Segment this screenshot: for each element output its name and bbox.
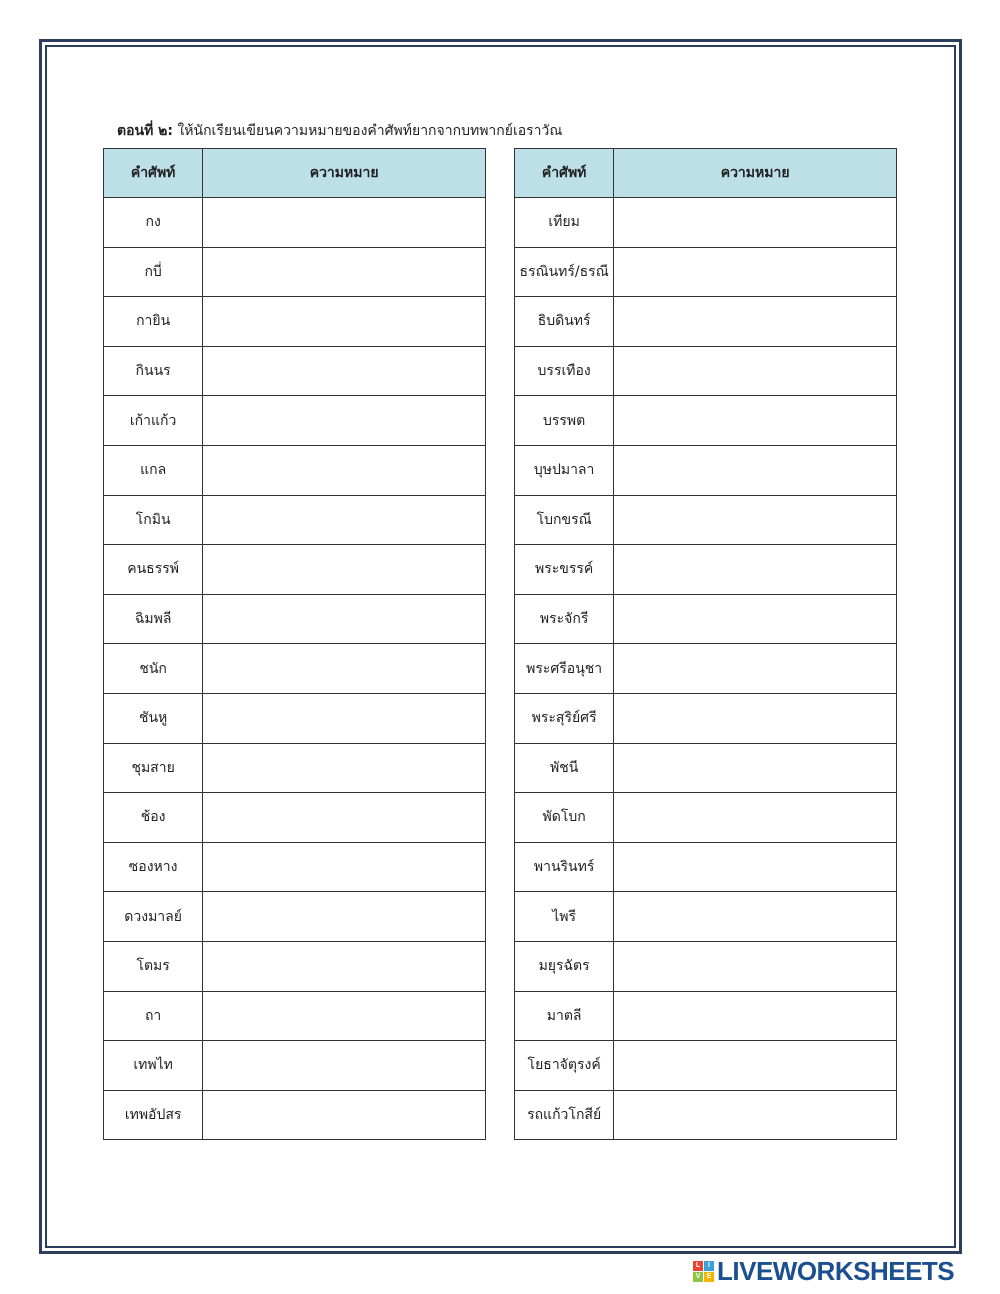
vocab-word: ชันหู	[104, 693, 203, 743]
meaning-answer-cell[interactable]	[203, 445, 486, 495]
meaning-answer-cell[interactable]	[614, 545, 897, 595]
vocab-word: โตมร	[104, 941, 203, 991]
vocab-word: พัดโบก	[515, 793, 614, 843]
vocab-word: บุษปมาลา	[515, 445, 614, 495]
vocab-word: คนธรรพ์	[104, 545, 203, 595]
vocab-row	[104, 594, 486, 644]
meaning-answer-cell[interactable]	[614, 693, 897, 743]
meaning-answer-cell[interactable]	[203, 346, 486, 396]
vocab-word: มยุรฉัตร	[515, 941, 614, 991]
meaning-answer-cell[interactable]	[203, 793, 486, 843]
vocab-word: ธิบดินทร์	[515, 297, 614, 347]
meaning-answer-cell[interactable]	[614, 346, 897, 396]
liveworksheets-logo	[693, 1256, 954, 1286]
meaning-answer-cell[interactable]	[614, 495, 897, 545]
vocab-word: ฉิมพลี	[104, 594, 203, 644]
vocab-word: แกล	[104, 445, 203, 495]
meaning-answer-cell[interactable]	[203, 594, 486, 644]
vocab-word: โยธาจัตุรงค์	[515, 1041, 614, 1091]
meaning-answer-cell[interactable]	[203, 941, 486, 991]
meaning-answer-cell[interactable]	[614, 991, 897, 1041]
header-word: คำศัพท์	[515, 149, 614, 198]
vocab-table-right	[514, 148, 897, 1140]
meaning-answer-cell[interactable]	[203, 495, 486, 545]
header-meaning: ความหมาย	[203, 149, 486, 198]
vocab-word: เทียม	[515, 198, 614, 248]
meaning-answer-cell[interactable]	[203, 1090, 486, 1140]
meaning-answer-cell[interactable]	[614, 297, 897, 347]
vocab-row	[104, 991, 486, 1041]
logo-text: LIVEWORKSHEETS	[717, 1255, 955, 1286]
vocab-row	[515, 198, 897, 248]
header-meaning: ความหมาย	[614, 149, 897, 198]
vocab-word: บรรพต	[515, 396, 614, 446]
vocab-word: ถา	[104, 991, 203, 1041]
vocab-word: ธรณินทร์/ธรณี	[515, 247, 614, 297]
meaning-answer-cell[interactable]	[203, 1041, 486, 1091]
vocab-row	[104, 198, 486, 248]
instruction-text	[117, 120, 562, 142]
vocab-word: กายิน	[104, 297, 203, 347]
logo-grid-icon	[693, 1261, 714, 1282]
vocab-row	[515, 346, 897, 396]
meaning-answer-cell[interactable]	[614, 644, 897, 694]
meaning-answer-cell[interactable]	[614, 198, 897, 248]
vocab-row	[515, 743, 897, 793]
meaning-answer-cell[interactable]	[203, 396, 486, 446]
vocab-word: กินนร	[104, 346, 203, 396]
meaning-answer-cell[interactable]	[203, 247, 486, 297]
vocab-row	[104, 941, 486, 991]
meaning-answer-cell[interactable]	[203, 297, 486, 347]
vocab-row	[515, 644, 897, 694]
meaning-answer-cell[interactable]	[614, 892, 897, 942]
vocab-word: มาตลี	[515, 991, 614, 1041]
instruction-body: ให้นักเรียนเขียนความหมายของคำศัพท์ยากจากบทพากย์เอราวัณ	[173, 123, 563, 139]
vocab-word: พระขรรค์	[515, 545, 614, 595]
vocab-row	[515, 842, 897, 892]
vocab-word: กง	[104, 198, 203, 248]
meaning-answer-cell[interactable]	[614, 1041, 897, 1091]
vocab-row	[104, 1090, 486, 1140]
meaning-answer-cell[interactable]	[203, 892, 486, 942]
vocab-word: โกมิน	[104, 495, 203, 545]
vocab-word: ดวงมาลย์	[104, 892, 203, 942]
vocab-word: เก้าแก้ว	[104, 396, 203, 446]
meaning-answer-cell[interactable]	[203, 842, 486, 892]
logo-letter: V	[693, 1272, 703, 1282]
vocab-row	[515, 693, 897, 743]
meaning-answer-cell[interactable]	[203, 693, 486, 743]
vocab-word: เทพไท	[104, 1041, 203, 1091]
vocab-word: บรรเทือง	[515, 346, 614, 396]
vocab-word: พานรินทร์	[515, 842, 614, 892]
vocab-row	[104, 644, 486, 694]
logo-letter: E	[704, 1272, 714, 1282]
logo-letter: I	[704, 1261, 714, 1271]
vocab-row	[104, 495, 486, 545]
vocab-row	[515, 247, 897, 297]
meaning-answer-cell[interactable]	[614, 247, 897, 297]
vocab-word: ช้อง	[104, 793, 203, 843]
meaning-answer-cell[interactable]	[203, 545, 486, 595]
vocab-row	[515, 445, 897, 495]
meaning-answer-cell[interactable]	[203, 644, 486, 694]
vocab-table-left	[103, 148, 486, 1140]
vocab-word: ชนัก	[104, 644, 203, 694]
vocab-row	[104, 545, 486, 595]
meaning-answer-cell[interactable]	[614, 842, 897, 892]
vocab-row	[104, 842, 486, 892]
vocab-row	[104, 346, 486, 396]
meaning-answer-cell[interactable]	[614, 445, 897, 495]
meaning-answer-cell[interactable]	[203, 991, 486, 1041]
vocab-row	[104, 892, 486, 942]
meaning-answer-cell[interactable]	[614, 793, 897, 843]
vocab-word: พระจักรี	[515, 594, 614, 644]
vocab-row	[515, 545, 897, 595]
vocab-row	[515, 495, 897, 545]
vocab-row	[104, 247, 486, 297]
vocab-word: พัชนี	[515, 743, 614, 793]
vocab-row	[515, 1090, 897, 1140]
vocab-row	[515, 892, 897, 942]
meaning-answer-cell[interactable]	[203, 198, 486, 248]
vocab-row	[515, 594, 897, 644]
vocab-word: ชุมสาย	[104, 743, 203, 793]
vocab-word: รถแก้วโกสีย์	[515, 1090, 614, 1140]
vocab-word: พระสุริย์ศรี	[515, 693, 614, 743]
logo-letter: L	[693, 1261, 703, 1271]
vocab-row	[104, 396, 486, 446]
vocab-row	[515, 941, 897, 991]
vocab-row	[104, 793, 486, 843]
meaning-answer-cell[interactable]	[203, 743, 486, 793]
vocab-word: พระศรีอนุชา	[515, 644, 614, 694]
meaning-answer-cell[interactable]	[614, 594, 897, 644]
meaning-answer-cell[interactable]	[614, 396, 897, 446]
vocab-word: ซองหาง	[104, 842, 203, 892]
vocab-word: กบี่	[104, 247, 203, 297]
meaning-answer-cell[interactable]	[614, 743, 897, 793]
vocab-row	[104, 693, 486, 743]
vocab-row	[104, 743, 486, 793]
vocab-row	[515, 396, 897, 446]
vocab-row	[104, 297, 486, 347]
vocab-word: โบกขรณี	[515, 495, 614, 545]
vocab-row	[515, 793, 897, 843]
meaning-answer-cell[interactable]	[614, 941, 897, 991]
vocab-row	[104, 445, 486, 495]
vocab-row	[104, 1041, 486, 1091]
vocab-word: ไพรี	[515, 892, 614, 942]
vocab-word: เทพอัปสร	[104, 1090, 203, 1140]
vocab-row	[515, 297, 897, 347]
vocab-row	[515, 1041, 897, 1091]
meaning-answer-cell[interactable]	[614, 1090, 897, 1140]
instruction-label: ตอนที่ ๒:	[117, 123, 173, 139]
header-word: คำศัพท์	[104, 149, 203, 198]
vocab-row	[515, 991, 897, 1041]
